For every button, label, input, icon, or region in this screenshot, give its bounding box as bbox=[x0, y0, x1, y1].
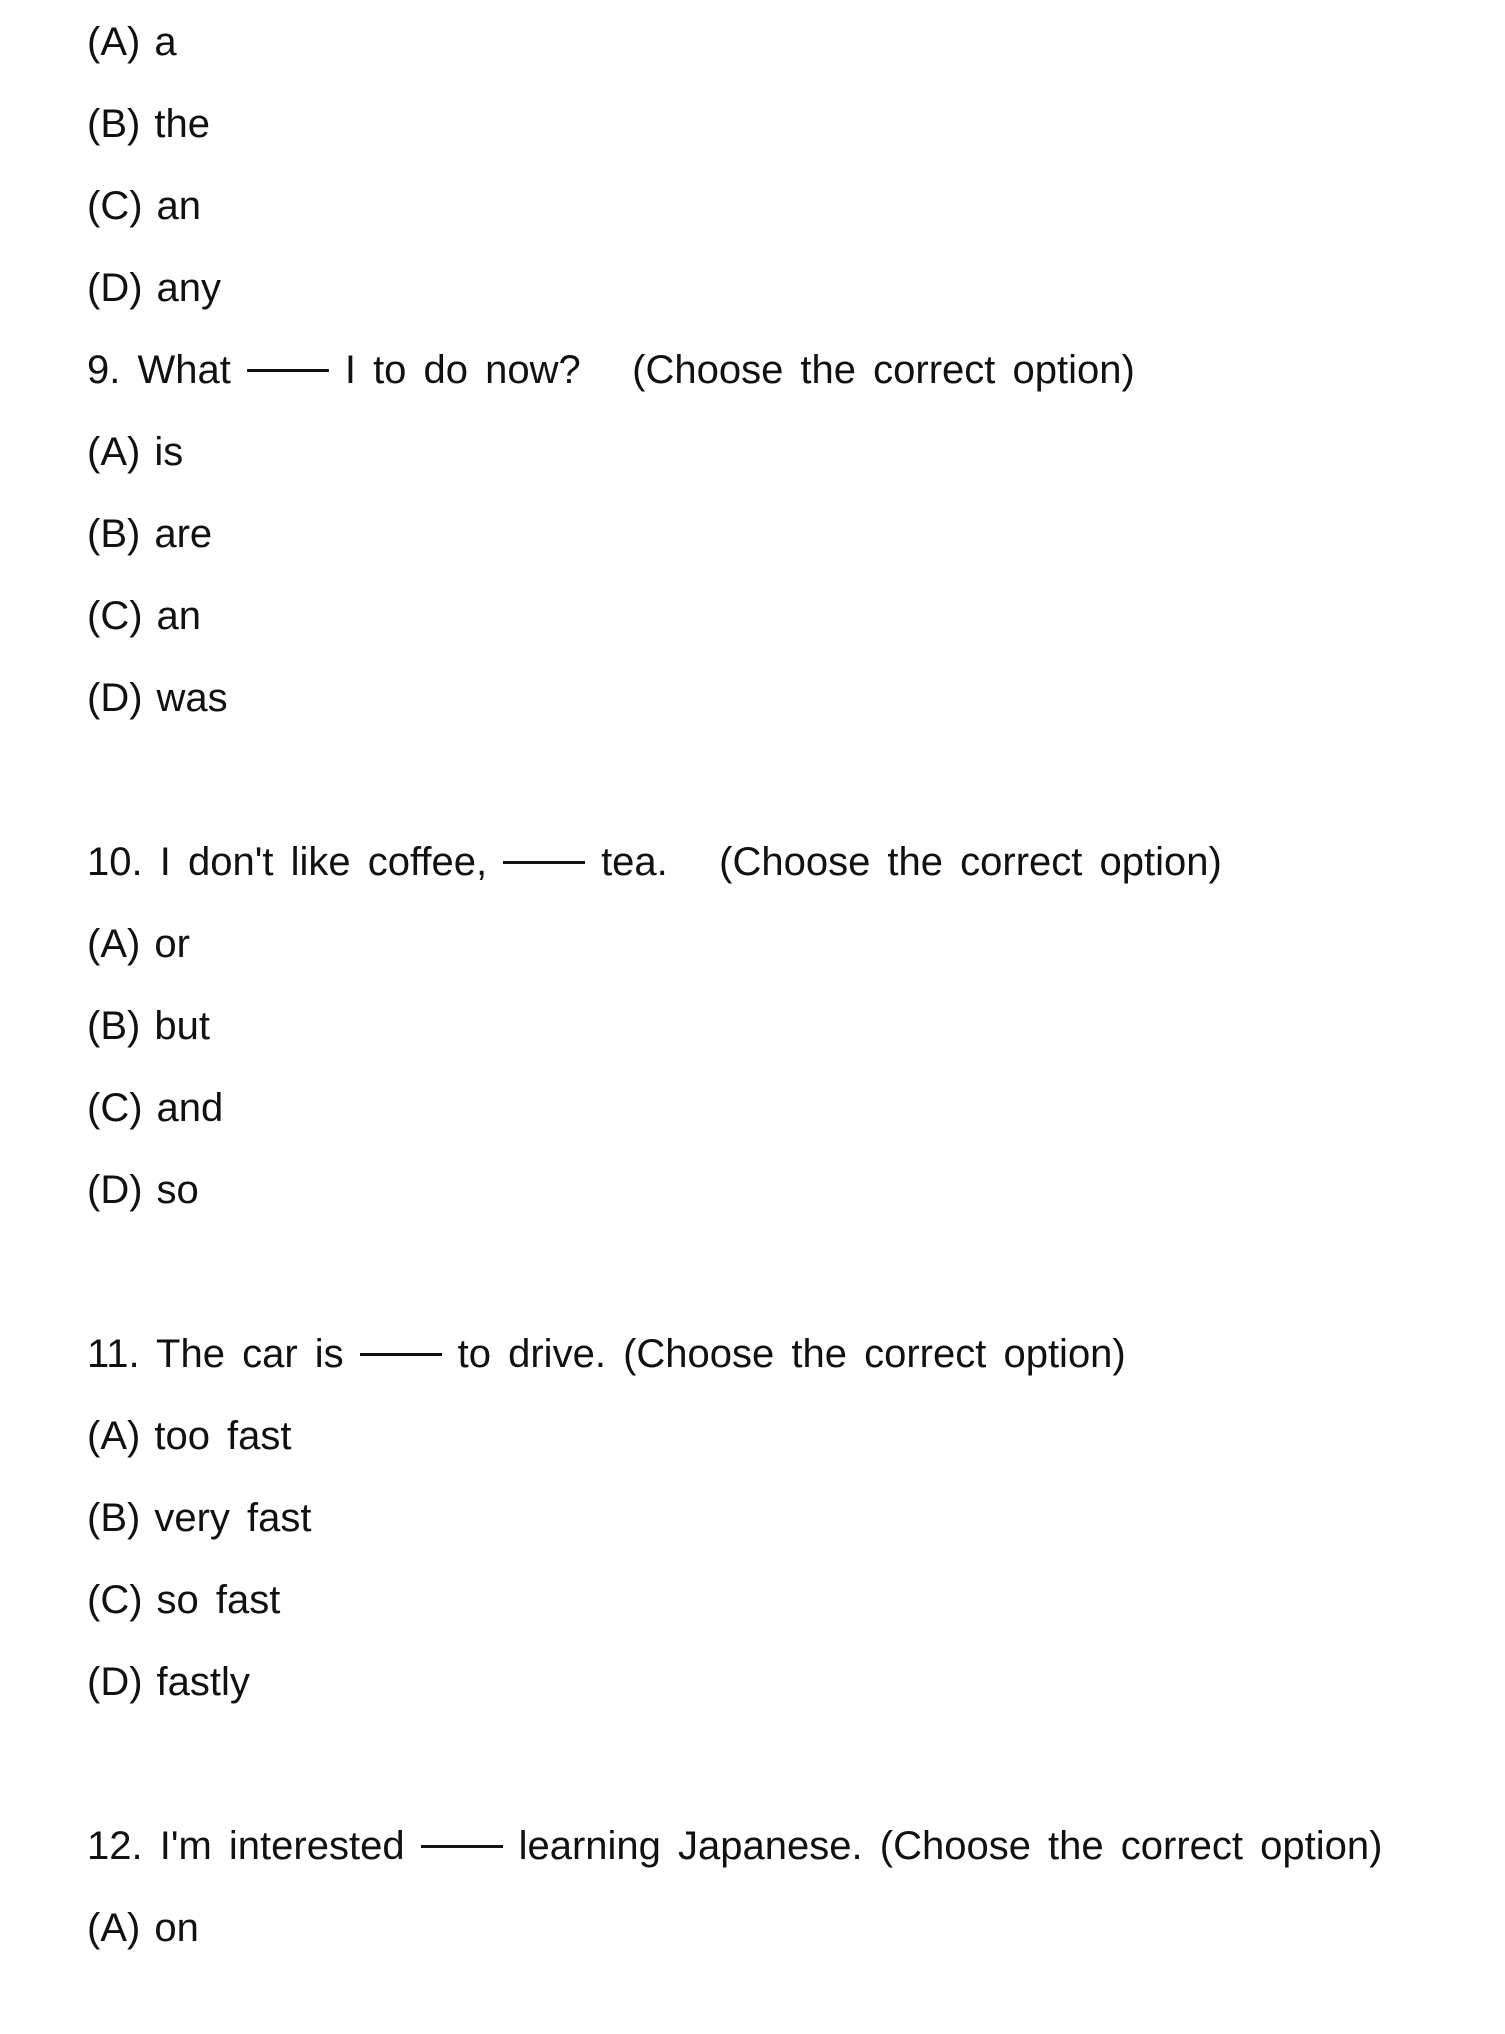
blank-line bbox=[503, 861, 585, 864]
option-label: (D) bbox=[87, 1660, 143, 1704]
option-text: so fast bbox=[156, 1578, 281, 1622]
q11-option-a bbox=[87, 1416, 292, 1456]
option-text: an bbox=[156, 184, 202, 228]
q9-option-c bbox=[87, 596, 201, 636]
option-text: so bbox=[156, 1168, 199, 1212]
q10-option-c bbox=[87, 1088, 223, 1128]
q11-option-c bbox=[87, 1580, 280, 1620]
option-label: (C) bbox=[87, 1086, 143, 1130]
question-number: 9. bbox=[87, 348, 121, 392]
q12-option-a bbox=[87, 1908, 199, 1948]
question-text-before: I'm interested bbox=[159, 1824, 405, 1868]
option-label: (A) bbox=[87, 430, 141, 474]
option-label: (A) bbox=[87, 1906, 141, 1950]
blank-line bbox=[247, 369, 329, 372]
q9-option-b bbox=[87, 514, 212, 554]
option-text: any bbox=[156, 266, 222, 310]
option-label: (B) bbox=[87, 512, 141, 556]
option-text: was bbox=[156, 676, 228, 720]
q9-option-d bbox=[87, 678, 228, 718]
option-text: too fast bbox=[154, 1414, 292, 1458]
q9-option-a bbox=[87, 432, 183, 472]
blank-line bbox=[421, 1845, 503, 1848]
q8-option-a bbox=[87, 22, 177, 62]
question-text-before: What bbox=[137, 348, 231, 392]
option-label: (A) bbox=[87, 922, 141, 966]
question-number: 12. bbox=[87, 1824, 143, 1868]
option-label: (B) bbox=[87, 102, 141, 146]
option-label: (B) bbox=[87, 1496, 141, 1540]
option-label: (D) bbox=[87, 266, 143, 310]
option-text: but bbox=[154, 1004, 210, 1048]
question-9 bbox=[87, 350, 1135, 390]
question-12 bbox=[87, 1826, 1382, 1866]
option-text: or bbox=[154, 922, 190, 966]
option-text: an bbox=[156, 594, 202, 638]
question-text-before: The car is bbox=[156, 1332, 344, 1376]
q8-option-d bbox=[87, 268, 221, 308]
question-10 bbox=[87, 842, 1222, 882]
question-text-after: tea. bbox=[601, 840, 668, 884]
option-label: (C) bbox=[87, 594, 143, 638]
question-prompt: (Choose the correct option) bbox=[879, 1824, 1383, 1868]
question-text-after: to drive. bbox=[457, 1332, 606, 1376]
option-label: (D) bbox=[87, 1168, 143, 1212]
option-label: (C) bbox=[87, 1578, 143, 1622]
option-label: (A) bbox=[87, 20, 141, 64]
option-text: and bbox=[156, 1086, 224, 1130]
q8-option-c bbox=[87, 186, 201, 226]
option-text: are bbox=[154, 512, 213, 556]
question-prompt: (Choose the correct option) bbox=[623, 1332, 1126, 1376]
q10-option-d bbox=[87, 1170, 199, 1210]
question-prompt: (Choose the correct option) bbox=[719, 840, 1222, 884]
option-text: fastly bbox=[156, 1660, 250, 1704]
question-prompt: (Choose the correct option) bbox=[632, 348, 1135, 392]
blank-line bbox=[360, 1353, 442, 1356]
question-text-before: I don't like coffee, bbox=[159, 840, 488, 884]
q11-option-b bbox=[87, 1498, 311, 1538]
q10-option-b bbox=[87, 1006, 210, 1046]
option-label: (D) bbox=[87, 676, 143, 720]
option-text: is bbox=[154, 430, 184, 474]
question-text-after: I to do now? bbox=[344, 348, 581, 392]
question-text-after: learning Japanese. bbox=[518, 1824, 863, 1868]
option-text: the bbox=[154, 102, 210, 146]
option-label: (A) bbox=[87, 1414, 141, 1458]
option-label: (C) bbox=[87, 184, 143, 228]
option-text: a bbox=[154, 20, 177, 64]
question-number: 11. bbox=[87, 1332, 140, 1376]
q8-option-b bbox=[87, 104, 210, 144]
option-text: very fast bbox=[154, 1496, 312, 1540]
question-11 bbox=[87, 1334, 1126, 1374]
option-label: (B) bbox=[87, 1004, 141, 1048]
option-text: on bbox=[154, 1906, 199, 1950]
q10-option-a bbox=[87, 924, 190, 964]
q11-option-d bbox=[87, 1662, 250, 1702]
question-number: 10. bbox=[87, 840, 143, 884]
